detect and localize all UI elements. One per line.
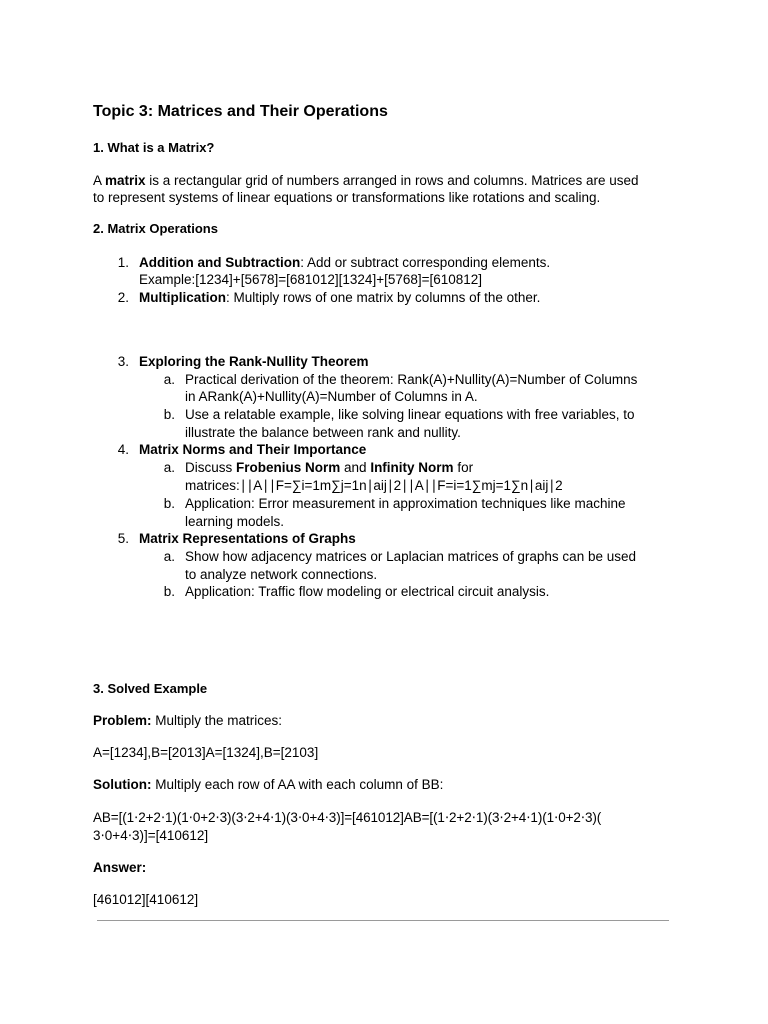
item-bold-label: Exploring the Rank-Nullity Theorem: [139, 354, 369, 369]
matrix-definition-line1: [93, 172, 639, 190]
answer-value: [461012][410612]: [93, 892, 199, 907]
list-number: 3.: [117, 354, 129, 369]
norm-text-pre: Discuss: [185, 460, 237, 475]
definition-text-a: A: [93, 173, 106, 188]
sub-letter: b.: [163, 407, 175, 422]
sub-item-text: Show how adjacency matrices or Laplacian matrices of graphs can be used: [185, 549, 636, 564]
problem-text: Multiply the matrices:: [151, 713, 283, 728]
section-heading-matrix-operations: 2. Matrix Operations: [93, 221, 218, 236]
solution-statement: [93, 776, 443, 794]
norm-text-mid: and: [340, 460, 371, 475]
product-calculation-line2: 3⋅0+4⋅3)]=[410612]: [93, 828, 209, 843]
section-heading-what-is-matrix: 1. What is a Matrix?: [93, 140, 215, 155]
matrix-definition-line2: to represent systems of linear equations or transformations like rotations and scaling.: [93, 190, 601, 205]
list-item-matrix-norms: [139, 441, 366, 459]
infinity-norm-label: Infinity Norm: [370, 460, 454, 475]
list-item-rank-nullity: [139, 353, 369, 371]
list-number: 1.: [117, 255, 129, 270]
list-number: 4.: [117, 442, 129, 457]
norm-text-post: for: [453, 460, 474, 475]
sub-item-text: learning models.: [185, 514, 285, 529]
sub-item-text: in ARank(A)+Nullity(A)=Number of Columns in A.: [185, 389, 478, 404]
list-item-multiplication: [139, 289, 540, 307]
solution-label: Solution:: [93, 777, 152, 792]
sub-item-text: Application: Error measurement in approximation techniques like machine: [185, 496, 626, 511]
sub-item-text: to analyze network connections.: [185, 567, 378, 582]
sub-item-text: Practical derivation of the theorem: Rank(A)+Nullity(A)=Number of Columns: [185, 372, 638, 387]
item-bold-label: Matrix Norms and Their Importance: [139, 442, 367, 457]
horizontal-divider: [97, 920, 669, 921]
list-number: 5.: [117, 531, 129, 546]
list-item-addition: [139, 254, 550, 272]
norm-formula: matrices:∣∣A∣∣F=∑i=1m∑j=1n∣aij∣2∣∣A∣∣F=i=1∑mj=1∑n∣aij∣2: [185, 478, 563, 493]
frobenius-norm-label: Frobenius Norm: [236, 460, 341, 475]
item-text: : Multiply rows of one matrix by columns of the other.: [226, 290, 541, 305]
answer-heading: [93, 859, 146, 877]
list-item-graph-representations: [139, 530, 356, 548]
item-bold-label: Addition and Subtraction: [139, 255, 301, 270]
sub-letter: b.: [163, 496, 175, 511]
item-bold-label: Matrix Representations of Graphs: [139, 531, 356, 546]
solution-text: Multiply each row of AA with each column of BB:: [151, 777, 444, 792]
page-title: Topic 3: Matrices and Their Operations: [93, 103, 388, 120]
sub-item-text: [185, 459, 473, 477]
sub-letter: b.: [163, 584, 175, 599]
sub-letter: a.: [163, 549, 175, 564]
definition-bold-matrix: matrix: [105, 173, 146, 188]
sub-letter: a.: [163, 372, 175, 387]
sub-item-text: Use a relatable example, like solving linear equations with free variables, to: [185, 407, 635, 422]
problem-label: Problem:: [93, 713, 152, 728]
sub-item-text: Application: Traffic flow modeling or electrical circuit analysis.: [185, 584, 550, 599]
product-calculation-line1: AB=[(1⋅2+2⋅1)(1⋅0+2⋅3)(3⋅2+4⋅1)(3⋅0+4⋅3)]=[461012]AB=[(1⋅2+2⋅1)(3⋅2+4⋅1)(1⋅0+2⋅3)(: [93, 810, 602, 825]
item-bold-label: Multiplication: [139, 290, 226, 305]
matrices-definition: A=[1234],B=[2013]A=[1324],B=[2103]: [93, 745, 319, 760]
sub-item-text: illustrate the balance between rank and nullity.: [185, 425, 461, 440]
item-text: : Add or subtract corresponding elements.: [300, 255, 551, 270]
problem-statement: [93, 712, 282, 730]
section-heading-solved-example: 3. Solved Example: [93, 681, 208, 696]
list-number: 2.: [117, 290, 129, 305]
answer-label: Answer:: [93, 860, 147, 875]
sub-letter: a.: [163, 460, 175, 475]
definition-text-rest: is a rectangular grid of numbers arranged in rows and columns. Matrices are used: [145, 173, 639, 188]
addition-example: Example:[1234]+[5678]=[681012][1324]+[5768]=[610812]: [139, 272, 483, 287]
